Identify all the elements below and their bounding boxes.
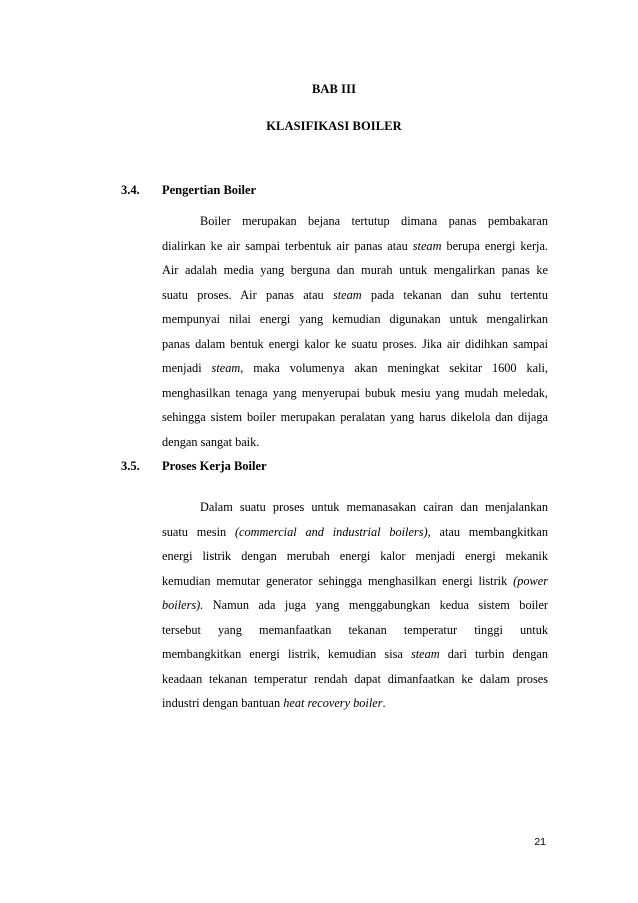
paragraph-line <box>162 410 548 425</box>
text-run: energi listrik dengan merubah energi kalor menjadi energi mekanik <box>162 549 548 563</box>
text-run: suatu mesin <box>162 524 235 539</box>
italic-term: boilers). <box>162 598 204 612</box>
italic-term: steam <box>332 287 362 302</box>
section-number: 3.4. <box>121 183 140 197</box>
page-number: 21 <box>534 836 546 848</box>
text-run: Namun ada juga yang menggabungkan kedua sistem boiler <box>203 598 548 612</box>
text-run: kemudian memutar generator sehingga menghasilkan energi listrik <box>162 573 514 588</box>
paragraph-line <box>162 337 548 352</box>
chapter-title: KLASIFIKASI BOILER <box>266 119 402 133</box>
text-run: menghasilkan tenaga yang menyerupai bubuk mesiu yang mudah meledak, <box>162 385 548 400</box>
section-heading: Proses Kerja Boiler <box>162 459 267 473</box>
text-run: atau membangkitkan <box>430 524 548 539</box>
text-run: pada tekanan dan suhu tertentu <box>361 287 548 302</box>
text-run: tersebut yang memanfaatkan tekanan temperatur tinggi untuk <box>162 622 548 637</box>
text-run: panas dalam bentuk energi kalor ke suatu proses. Jika air didihkan sampai <box>162 336 548 351</box>
italic-term: steam <box>410 647 440 661</box>
italic-term: (commercial and industrial boilers), <box>234 524 431 539</box>
text-run: dengan sangat baik. <box>162 434 260 449</box>
italic-term: (power <box>513 573 548 588</box>
text-run: Dalam suatu proses untuk memanasakan cairan dan menjalankan <box>200 500 548 514</box>
paragraph-line <box>162 598 548 613</box>
italic-term: steam <box>211 361 241 375</box>
paragraph-line <box>162 435 548 450</box>
text-run: mempunyai nilai energi yang kemudian digunakan untuk mengalirkan <box>162 312 548 326</box>
paragraph-line <box>162 623 548 638</box>
section-heading: Pengertian Boiler <box>162 183 257 197</box>
italic-term: steam <box>412 238 442 253</box>
paragraph-line <box>162 525 548 540</box>
paragraph-line <box>162 647 548 662</box>
text-run: Air adalah media yang berguna dan murah untuk mengalirkan panas ke <box>162 263 548 277</box>
paragraph-line <box>200 214 548 229</box>
text-run: membangkitkan energi listrik, kemudian sisa <box>162 647 411 661</box>
section-number: 3.5. <box>121 459 140 473</box>
text-run: berupa energi kerja. <box>441 238 548 253</box>
paragraph-line <box>162 361 548 376</box>
paragraph-line <box>162 263 548 278</box>
text-run: dialirkan ke air sampai terbentuk air panas atau <box>162 238 413 253</box>
paragraph-line <box>162 239 548 254</box>
text-run: keadaan tekanan temperatur rendah dapat dimanfaatkan ke dalam proses <box>162 671 548 686</box>
paragraph-line <box>162 312 548 327</box>
paragraph-line <box>162 549 548 564</box>
text-run: suatu proses. Air panas atau <box>162 287 333 302</box>
chapter-label: BAB III <box>311 82 357 96</box>
text-run: sehingga sistem boiler merupakan peralatan yang harus dikelola dan dijaga <box>162 410 548 424</box>
text-run: Boiler merupakan bejana tertutup dimana panas pembakaran <box>200 214 548 228</box>
italic-term: heat recovery boiler <box>283 696 383 710</box>
paragraph-line <box>162 288 548 303</box>
paragraph-line <box>162 574 548 589</box>
paragraph-line <box>162 386 548 401</box>
text-run: menjadi <box>162 361 212 375</box>
paragraph-line <box>200 500 548 515</box>
text-run: industri dengan bantuan <box>162 696 284 710</box>
text-run: , maka volumenya akan meningkat sekitar 1600 kali, <box>240 361 548 375</box>
paragraph-line <box>162 696 548 711</box>
text-run: . <box>382 696 386 710</box>
text-run: dari turbin dengan <box>439 647 548 661</box>
paragraph-line <box>162 672 548 687</box>
